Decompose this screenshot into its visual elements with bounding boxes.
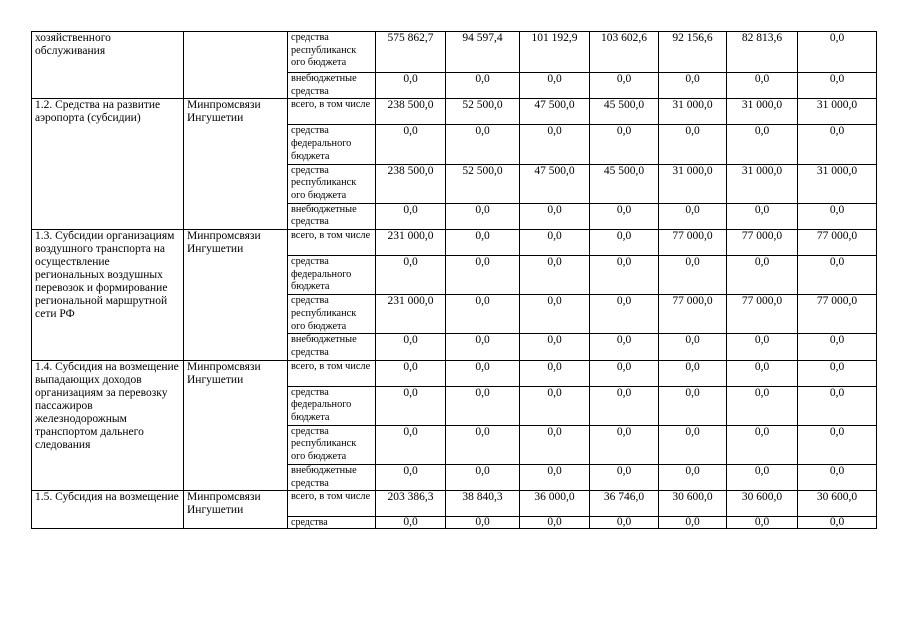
value-total: 238 500,0 <box>376 164 446 203</box>
executor: Минпромсвязи Ингушетии <box>184 491 288 529</box>
budget-table <box>31 31 877 529</box>
value-year-2: 0,0 <box>520 295 590 334</box>
value-year-2: 0,0 <box>520 464 590 490</box>
executor <box>184 32 288 99</box>
value-year-4: 0,0 <box>659 464 727 490</box>
value-year-2: 0,0 <box>520 360 590 386</box>
value-year-5: 0,0 <box>727 334 798 360</box>
value-year-1: 0,0 <box>446 125 520 164</box>
value-year-5: 0,0 <box>727 73 798 99</box>
value-year-6: 30 600,0 <box>798 491 877 517</box>
value-year-5: 0,0 <box>727 203 798 229</box>
value-year-2: 0,0 <box>520 230 590 256</box>
value-year-4: 30 600,0 <box>659 491 727 517</box>
value-year-4: 31 000,0 <box>659 164 727 203</box>
executor: Минпромсвязи Ингушетии <box>184 230 288 361</box>
value-year-5: 0,0 <box>727 256 798 295</box>
measure-name: 1.3. Субсидии организациям воздушного транспорта на осуществление региональных воздушных перевозок и формирование региональной маршрутной сети РФ <box>32 230 184 361</box>
measure-name: 1.2. Средства на развитие аэропорта (субсидии) <box>32 99 184 230</box>
value-year-3: 0,0 <box>590 386 659 425</box>
value-total: 0,0 <box>376 73 446 99</box>
value-year-1: 52 500,0 <box>446 99 520 125</box>
value-year-1: 94 597,4 <box>446 32 520 73</box>
value-year-1: 0,0 <box>446 230 520 256</box>
funding-source: средства федерального бюджета <box>288 386 376 425</box>
value-year-2: 36 000,0 <box>520 491 590 517</box>
value-year-4: 0,0 <box>659 125 727 164</box>
value-year-2: 101 192,9 <box>520 32 590 73</box>
value-year-6: 0,0 <box>798 256 877 295</box>
value-year-2: 47 500,0 <box>520 99 590 125</box>
value-year-4: 0,0 <box>659 517 727 529</box>
value-year-6: 31 000,0 <box>798 164 877 203</box>
value-year-6: 0,0 <box>798 203 877 229</box>
table-row <box>32 32 877 73</box>
measure-name: 1.5. Субсидия на возмещение <box>32 491 184 529</box>
value-year-6: 0,0 <box>798 73 877 99</box>
value-total: 0,0 <box>376 360 446 386</box>
value-year-1: 0,0 <box>446 425 520 464</box>
value-year-6: 77 000,0 <box>798 230 877 256</box>
funding-source: внебюджетные средства <box>288 73 376 99</box>
value-year-6: 0,0 <box>798 464 877 490</box>
value-total: 238 500,0 <box>376 99 446 125</box>
value-year-3: 103 602,6 <box>590 32 659 73</box>
funding-source: всего, в том числе <box>288 491 376 517</box>
value-year-1: 0,0 <box>446 256 520 295</box>
value-year-1: 0,0 <box>446 464 520 490</box>
value-total: 0,0 <box>376 517 446 529</box>
value-year-3: 0,0 <box>590 230 659 256</box>
value-year-6: 0,0 <box>798 360 877 386</box>
funding-source: средства федерального бюджета <box>288 125 376 164</box>
value-year-2: 0,0 <box>520 125 590 164</box>
value-year-6: 31 000,0 <box>798 99 877 125</box>
value-year-2: 0,0 <box>520 334 590 360</box>
value-year-2: 0,0 <box>520 256 590 295</box>
funding-source: внебюджетные средства <box>288 334 376 360</box>
executor: Минпромсвязи Ингушетии <box>184 360 288 491</box>
value-total: 0,0 <box>376 425 446 464</box>
value-year-1: 0,0 <box>446 334 520 360</box>
value-total: 231 000,0 <box>376 295 446 334</box>
value-year-5: 31 000,0 <box>727 99 798 125</box>
funding-source: внебюджетные средства <box>288 203 376 229</box>
table-row <box>32 491 877 517</box>
value-year-1: 0,0 <box>446 73 520 99</box>
funding-source: всего, в том числе <box>288 360 376 386</box>
value-total: 0,0 <box>376 203 446 229</box>
funding-source: всего, в том числе <box>288 230 376 256</box>
funding-source: средства республиканск ого бюджета <box>288 164 376 203</box>
value-year-5: 0,0 <box>727 517 798 529</box>
value-year-4: 31 000,0 <box>659 99 727 125</box>
value-total: 0,0 <box>376 464 446 490</box>
funding-source: средства республиканск ого бюджета <box>288 425 376 464</box>
value-year-1: 0,0 <box>446 386 520 425</box>
value-total: 231 000,0 <box>376 230 446 256</box>
value-year-3: 0,0 <box>590 295 659 334</box>
value-year-5: 31 000,0 <box>727 164 798 203</box>
value-year-6: 0,0 <box>798 125 877 164</box>
value-year-4: 0,0 <box>659 203 727 229</box>
value-year-1: 0,0 <box>446 203 520 229</box>
value-year-3: 0,0 <box>590 203 659 229</box>
value-year-4: 92 156,6 <box>659 32 727 73</box>
value-year-2: 0,0 <box>520 203 590 229</box>
value-total: 203 386,3 <box>376 491 446 517</box>
value-year-3: 0,0 <box>590 517 659 529</box>
value-year-3: 36 746,0 <box>590 491 659 517</box>
value-year-2: 0,0 <box>520 425 590 464</box>
value-year-4: 77 000,0 <box>659 230 727 256</box>
value-year-1: 52 500,0 <box>446 164 520 203</box>
value-year-4: 0,0 <box>659 360 727 386</box>
value-year-6: 0,0 <box>798 517 877 529</box>
value-total: 0,0 <box>376 125 446 164</box>
value-year-4: 0,0 <box>659 256 727 295</box>
value-year-5: 30 600,0 <box>727 491 798 517</box>
value-year-2: 0,0 <box>520 517 590 529</box>
value-year-1: 0,0 <box>446 295 520 334</box>
value-year-1: 0,0 <box>446 517 520 529</box>
funding-source: средства федерального бюджета <box>288 256 376 295</box>
value-year-6: 0,0 <box>798 386 877 425</box>
value-total: 0,0 <box>376 256 446 295</box>
table-row <box>32 99 877 125</box>
measure-name: 1.4. Субсидия на возмещение выпадающих доходов организациям за перевозку пассажиров железнодорожным транспортом дальнего следования <box>32 360 184 491</box>
value-year-3: 45 500,0 <box>590 99 659 125</box>
funding-source: внебюджетные средства <box>288 464 376 490</box>
value-year-2: 0,0 <box>520 386 590 425</box>
value-year-4: 0,0 <box>659 334 727 360</box>
value-year-5: 77 000,0 <box>727 230 798 256</box>
value-year-3: 0,0 <box>590 334 659 360</box>
funding-source: средства республиканск ого бюджета <box>288 295 376 334</box>
value-year-5: 0,0 <box>727 360 798 386</box>
value-year-4: 0,0 <box>659 73 727 99</box>
value-year-4: 77 000,0 <box>659 295 727 334</box>
funding-source: средства <box>288 517 376 529</box>
value-year-3: 0,0 <box>590 360 659 386</box>
value-total: 0,0 <box>376 334 446 360</box>
measure-name: хозяйственного обслуживания <box>32 32 184 99</box>
value-year-3: 0,0 <box>590 464 659 490</box>
value-year-4: 0,0 <box>659 425 727 464</box>
value-year-2: 0,0 <box>520 73 590 99</box>
value-year-4: 0,0 <box>659 386 727 425</box>
value-year-5: 0,0 <box>727 125 798 164</box>
value-year-5: 0,0 <box>727 425 798 464</box>
value-year-5: 0,0 <box>727 386 798 425</box>
table-row <box>32 230 877 256</box>
value-year-5: 0,0 <box>727 464 798 490</box>
value-year-6: 0,0 <box>798 425 877 464</box>
table-body <box>32 32 877 529</box>
value-year-3: 45 500,0 <box>590 164 659 203</box>
value-year-2: 47 500,0 <box>520 164 590 203</box>
funding-source: средства республиканск ого бюджета <box>288 32 376 73</box>
executor: Минпромсвязи Ингушетии <box>184 99 288 230</box>
value-year-3: 0,0 <box>590 125 659 164</box>
value-year-5: 77 000,0 <box>727 295 798 334</box>
value-total: 0,0 <box>376 386 446 425</box>
value-year-6: 77 000,0 <box>798 295 877 334</box>
value-year-6: 0,0 <box>798 334 877 360</box>
table-row <box>32 360 877 386</box>
value-year-1: 0,0 <box>446 360 520 386</box>
value-total: 575 862,7 <box>376 32 446 73</box>
value-year-1: 38 840,3 <box>446 491 520 517</box>
value-year-3: 0,0 <box>590 425 659 464</box>
funding-source: всего, в том числе <box>288 99 376 125</box>
value-year-6: 0,0 <box>798 32 877 73</box>
value-year-3: 0,0 <box>590 73 659 99</box>
value-year-3: 0,0 <box>590 256 659 295</box>
value-year-5: 82 813,6 <box>727 32 798 73</box>
